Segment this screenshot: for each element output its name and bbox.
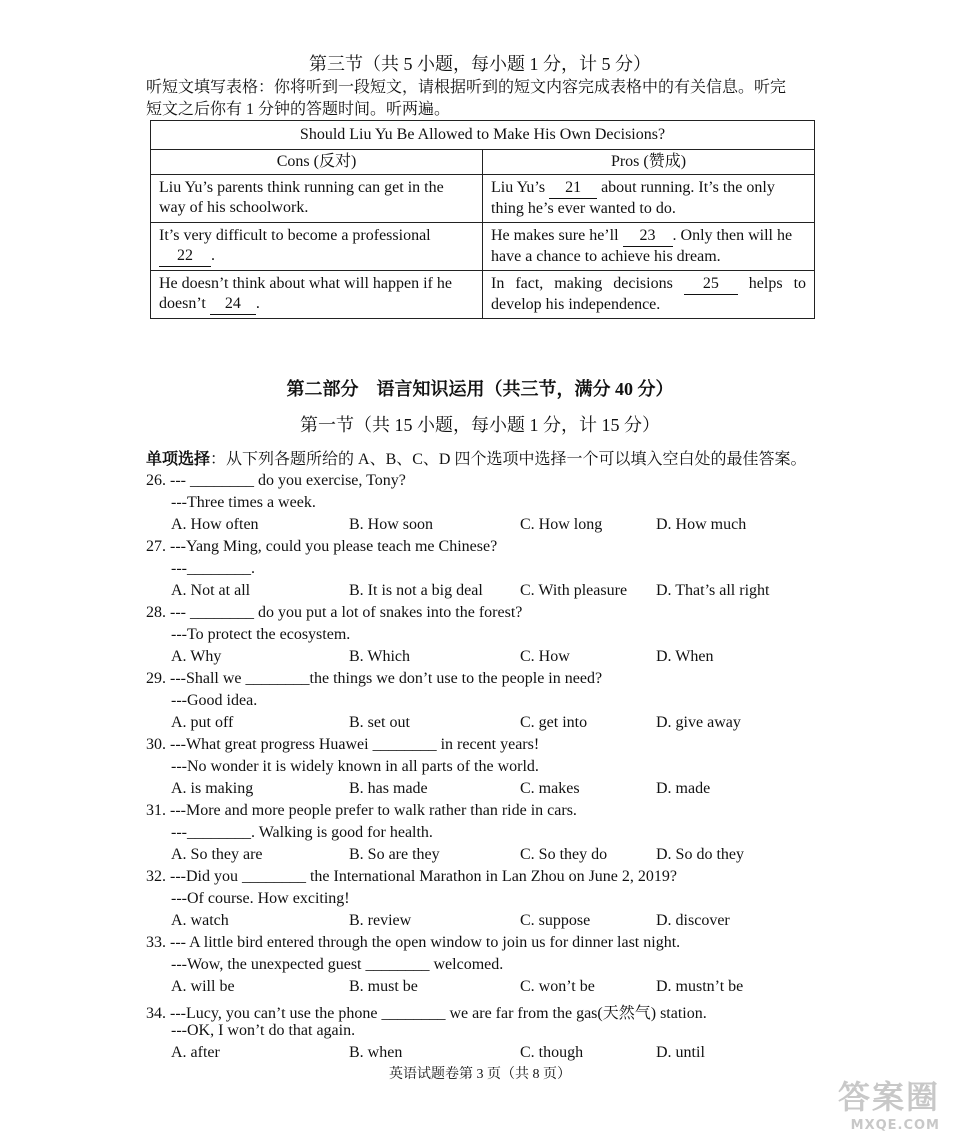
question-stem: 32. ---Did you ________ the International Marathon in Lan Zhou on June 2, 2019? xyxy=(146,868,677,885)
option-a: A. Why xyxy=(171,648,222,665)
cons-text: . xyxy=(255,295,260,312)
question-stem: 33. --- A little bird entered through the open window to join us for dinner last night. xyxy=(146,934,681,951)
question-stem: 34. ---Lucy, you can’t use the phone ________ we are far from the gas(天然气) station. xyxy=(146,1005,707,1022)
question-stem: 26. --- ________ do you exercise, Tony? xyxy=(146,472,406,489)
option-b: B. Which xyxy=(349,648,411,665)
option-d: D. made xyxy=(656,780,711,797)
watermark-url: MXQE.COM xyxy=(850,1118,940,1133)
cons-cell-3 xyxy=(151,271,483,319)
blank-25: 25 xyxy=(684,274,738,295)
question-response: ---No wonder it is widely known in all parts of the world. xyxy=(171,758,539,775)
option-d: D. That’s all right xyxy=(656,582,770,599)
option-b: B. when xyxy=(349,1044,403,1061)
pros-text: . Only then will he have a chance to achieve his dream. xyxy=(491,227,793,265)
part2-instructions xyxy=(146,449,826,471)
option-d: D. When xyxy=(656,648,714,665)
part2-section1-title: 第一节（共 15 小题，每小题 1 分，计 15 分） xyxy=(300,415,660,435)
question-stem: 27. ---Yang Ming, could you please teach me Chinese? xyxy=(146,538,498,555)
pros-text: He makes sure he’ll xyxy=(491,227,623,244)
question-response: ---OK, I won’t do that again. xyxy=(171,1022,356,1039)
pros-text: about running. It’s the only thing he’s ever wanted to do. xyxy=(491,179,775,217)
cons-cell-2 xyxy=(151,223,483,271)
question-stem: 31. ---More and more people prefer to walk rather than ride in cars. xyxy=(146,802,577,819)
cons-header: Cons (反对) xyxy=(151,150,483,175)
option-c: C. How xyxy=(520,648,570,665)
cons-text: It’s very difficult to become a professional xyxy=(159,227,431,244)
table-row xyxy=(151,223,815,271)
blank-22: 22 xyxy=(159,246,211,267)
question-response: ---Of course. How exciting! xyxy=(171,890,350,907)
option-d: D. mustn’t be xyxy=(656,978,744,995)
option-d: D. give away xyxy=(656,714,741,731)
page-footer: 英语试题卷第 3 页（共 8 页） xyxy=(389,1067,571,1082)
option-d: D. until xyxy=(656,1044,705,1061)
option-c: C. How long xyxy=(520,516,603,533)
option-c: C. makes xyxy=(520,780,580,797)
option-b: B. must be xyxy=(349,978,418,995)
option-c: C. With pleasure xyxy=(520,582,628,599)
question-response: ---To protect the ecosystem. xyxy=(171,626,351,643)
pros-cell-1 xyxy=(483,175,815,223)
watermark-text: 答案圈 xyxy=(837,1078,940,1116)
question-response: ---________. Walking is good for health. xyxy=(171,824,433,841)
option-d: D. discover xyxy=(656,912,730,929)
cons-cell-1 xyxy=(151,175,483,223)
question-stem: 30. ---What great progress Huawei ________ in recent years! xyxy=(146,736,540,753)
cons-text: . xyxy=(211,247,215,264)
option-c: C. suppose xyxy=(520,912,591,929)
option-a: A. will be xyxy=(171,978,235,995)
table-row xyxy=(151,175,815,223)
instr-line-2: 短文之后你有 1 分钟的答题时间。听两遍。 xyxy=(146,101,451,118)
option-a: A. put off xyxy=(171,714,234,731)
blank-24: 24 xyxy=(210,294,256,315)
blank-21: 21 xyxy=(549,178,597,199)
option-b: B. It is not a big deal xyxy=(349,582,483,599)
question-response: ---Three times a week. xyxy=(171,494,316,511)
option-b: B. set out xyxy=(349,714,410,731)
table-row xyxy=(151,271,815,319)
cons-text: Liu Yu’s parents think running can get in the way of his schoolwork. xyxy=(159,179,444,216)
option-a: A. is making xyxy=(171,780,254,797)
question-response: ---________. xyxy=(171,560,255,577)
pros-text: In fact, making decisions xyxy=(491,275,684,292)
option-c: C. won’t be xyxy=(520,978,595,995)
option-a: A. So they are xyxy=(171,846,263,863)
section3-instructions xyxy=(146,77,826,121)
option-b: B. review xyxy=(349,912,412,929)
section3-title: 第三节（共 5 小题，每小题 1 分，计 5 分） xyxy=(309,54,651,74)
option-c: C. though xyxy=(520,1044,584,1061)
instr-rest: ：从下列各题所给的 A、B、C、D 四个选项中选择一个可以填入空白处的最佳答案。 xyxy=(210,451,807,468)
question-response: ---Good idea. xyxy=(171,692,258,709)
cons-text: He doesn’t think about what will happen if he doesn’t xyxy=(159,275,452,312)
instr-line-1: 听短文填写表格：你将听到一段短文，请根据听到的短文内容完成表格中的有关信息。听完 xyxy=(146,79,787,96)
option-a: A. Not at all xyxy=(171,582,251,599)
question-stem: 29. ---Shall we ________the things we don’t use to the people in need? xyxy=(146,670,603,687)
question-response: ---Wow, the unexpected guest ________ welcomed. xyxy=(171,956,504,973)
option-a: A. How often xyxy=(171,516,259,533)
listening-table xyxy=(150,120,815,319)
pros-cell-2 xyxy=(483,223,815,271)
pros-text: helps to develop his independence. xyxy=(491,275,807,313)
watermark-logo xyxy=(838,1072,940,1133)
part2-title: 第二部分 语言知识运用（共三节，满分 40 分） xyxy=(286,379,674,399)
option-c: C. So they do xyxy=(520,846,608,863)
pros-cell-3 xyxy=(483,271,815,319)
option-b: B. has made xyxy=(349,780,428,797)
option-a: A. after xyxy=(171,1044,220,1061)
option-a: A. watch xyxy=(171,912,229,929)
instr-bold: 单项选择 xyxy=(146,451,211,468)
pros-text: Liu Yu’s xyxy=(491,179,550,196)
table-title: Should Liu Yu Be Allowed to Make His Own Decisions? xyxy=(151,121,815,150)
option-c: C. get into xyxy=(520,714,588,731)
blank-23: 23 xyxy=(623,226,673,247)
option-b: B. So are they xyxy=(349,846,440,863)
option-d: D. How much xyxy=(656,516,747,533)
option-b: B. How soon xyxy=(349,516,434,533)
option-d: D. So do they xyxy=(656,846,744,863)
question-stem: 28. --- ________ do you put a lot of snakes into the forest? xyxy=(146,604,523,621)
pros-header: Pros (赞成) xyxy=(483,150,815,175)
